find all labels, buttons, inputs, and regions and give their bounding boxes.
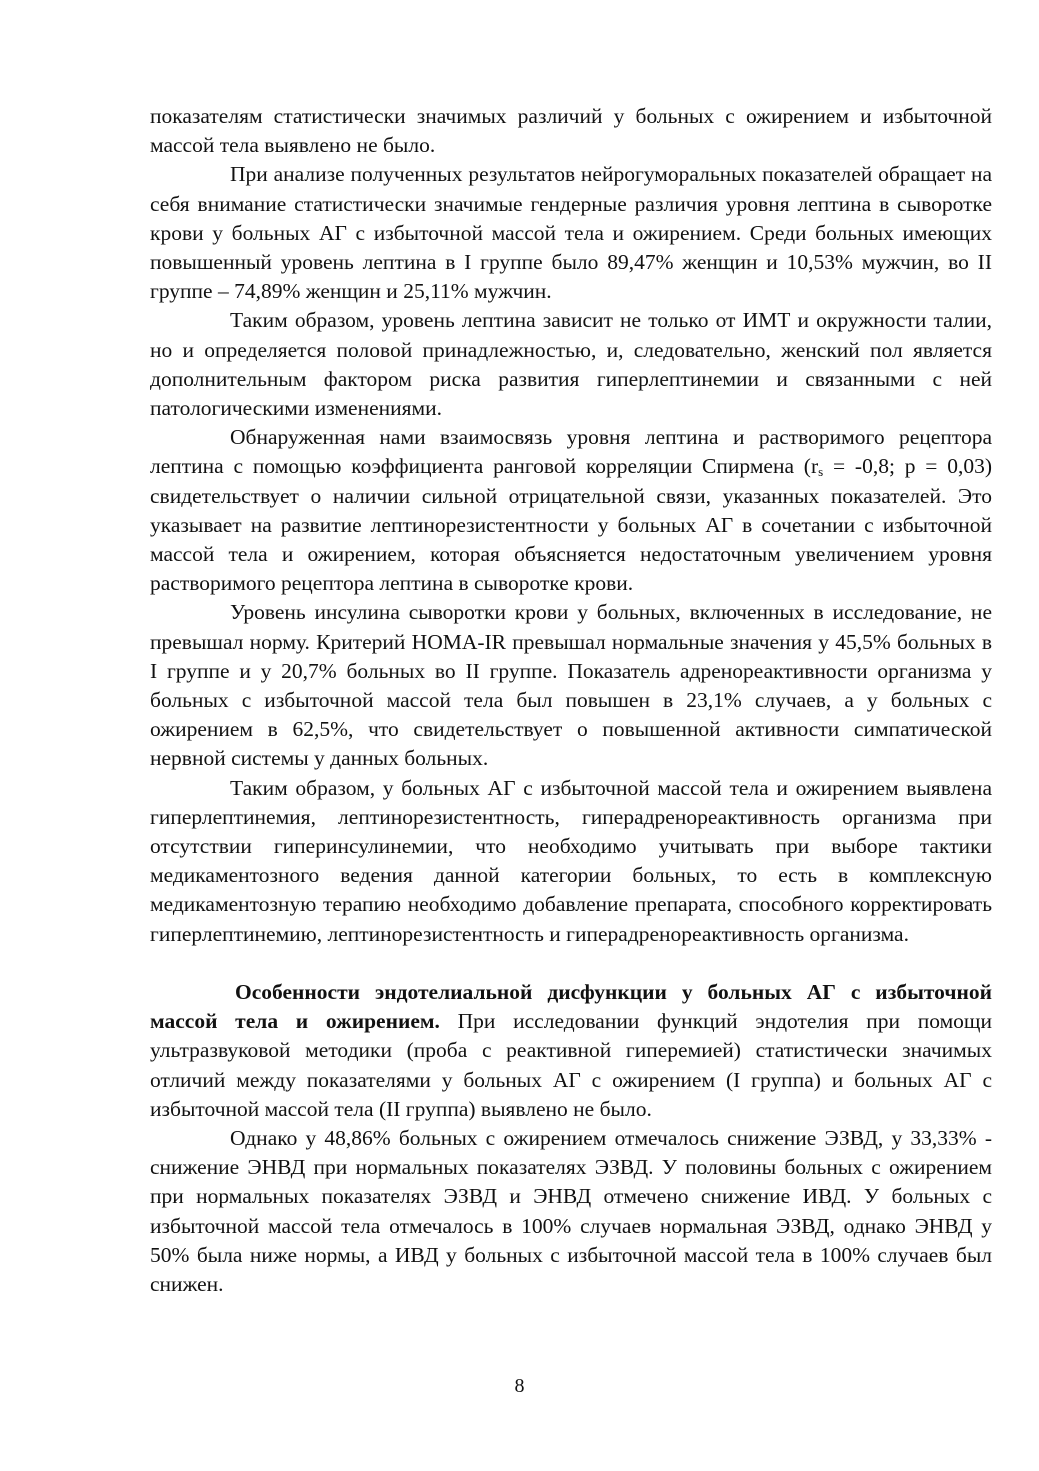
spearman-text-before: Обнаруженная нами взаимосвязь уровня лептина и растворимого рецептора лептина с помощью коэффициента ранговой корреляции Спирмена (r [150,425,992,479]
paragraph-leptin-conclusion: Таким образом, уровень лептина зависит не только от ИМТ и окружности талии, но и определяется половой принадлежностью, и, следовательно, женский пол является дополнительным фактором риска развития гиперлептинемии и связанными с ней патологическими изменениями. [150,308,992,421]
spearman-subscript: s [818,464,824,480]
section-gap [150,949,992,978]
spearman-text-after: = -0,8; p = 0,03) свидетельствует о наличии сильной отрицательной связи, указанных показателей. Это указывает на развитие лептинорезистентности у больных АГ в сочетании с избыточной массой тела и ожирением, которая объясняется недостаточным увеличением уровня растворимого рецептора лептина в сыворотке крови. [150,454,992,596]
paragraph-gender-differences: При анализе полученных результатов нейрогуморальных показателей обращает на себя внимание статистически значимые гендерные различия уровня лептина в сыворотке крови у больных АГ с избыточной массой тела и ожирением. Среди больных имеющих повышенный уровень лептина в I группе было 89,47% женщин и 10,53% мужчин, во II группе – 74,89% женщин и 25,11% мужчин. [150,162,992,304]
document-body [150,102,992,1299]
page-number: 8 [514,1375,525,1397]
paragraph-summary: Таким образом, у больных АГ с избыточной массой тела и ожирением выявлена гиперлептинемия, лептинорезистентность, гиперадренореактивность организма при отсутствии гиперинсулинемии, что необходимо учитывать при выборе тактики медикаментозного ведения данной категории больных, то есть в комплексную медикаментозную терапию необходимо добавление препарата, способного корректировать гиперлептинемию, лептинорезистентность и гиперадренореактивность организма. [150,775,992,946]
paragraph-endothelial-results: Однако у 48,86% больных с ожирением отмечалось снижение ЭЗВД, у 33,33% - снижение ЭНВД при нормальных показателях ЭЗВД. У половины больных с ожирением при нормальных показателях ЭЗВД и ЭНВД отмечено снижение ИВД. У больных с избыточной массой тела отмечалось в 100% случаев нормальная ЭЗВД, однако ЭНВД у 50% была ниже нормы, а ИВД у больных с избыточной массой тела в 100% случаев был снижен. [150,1125,992,1296]
section-text: При исследовании функций эндотелия при помощи ультразвуковой методики (проба с реактивной гиперемией) статистически значимых отличий между показателями у больных АГ с ожирением (I группа) и больных АГ с избыточной массой тела (II группа) выявлено не было. [150,1009,992,1121]
paragraph-endothelial-section [150,978,992,1124]
section-heading: Особенности эндотелиальной дисфункции у больных АГ с избыточной массой тела и ожирением. [150,979,992,1034]
paragraph-continuation: показателям статистически значимых различий у больных с ожирением и избыточной массой тела выявлено не было. [150,104,992,158]
paragraph-insulin: Уровень инсулина сыворотки крови у больных, включенных в исследование, не превышал норму. Критерий HOMA-IR превышал нормальные значения у 45,5% больных в I группе и у 20,7% больных во II группе. Показатель адренореактивности организма у больных с избыточной массой тела был повышен в 23,1% случаев, а у больных с ожирением в 62,5%, что свидетельствует о повышенной активности симпатической нервной системы у данных больных. [150,600,992,771]
paragraph-spearman [150,423,992,598]
